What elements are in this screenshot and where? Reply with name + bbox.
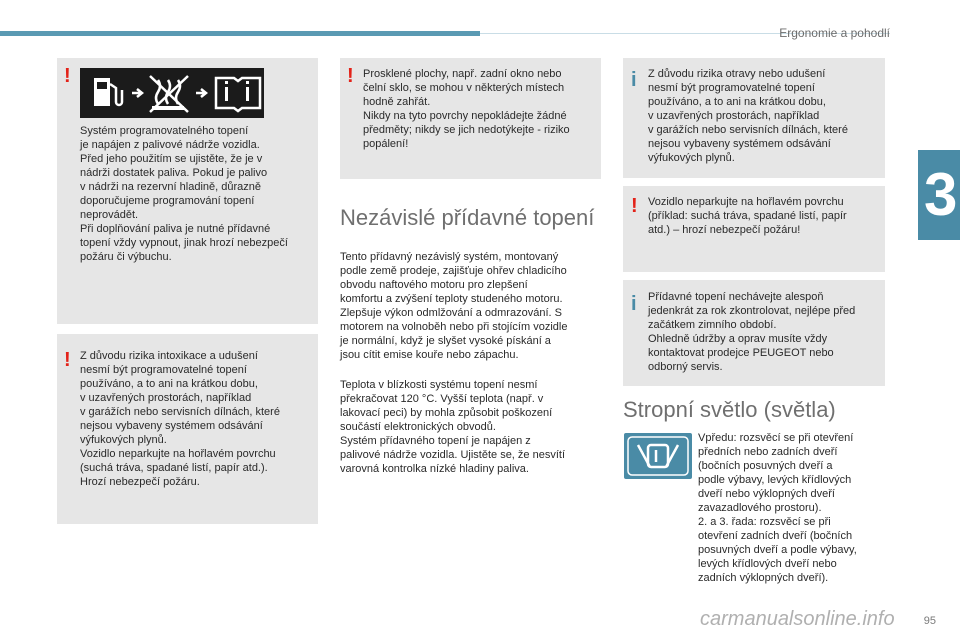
warning-mark: ! — [631, 195, 638, 217]
independent-heater-heading: Nezávislé přídavné topení — [340, 205, 595, 230]
fuel-pump-icon — [94, 78, 122, 106]
info-mark: i — [631, 69, 637, 91]
watermark: carmanualsonline.info — [700, 608, 895, 630]
independent-heater-paragraph-1: Tento přídavný nezávislý systém, montovaný podle země prodeje, zajišťuje ohřev chladicího obvodu naftového motoru pro zlepšení komfortu a zvýšení teploty studeného motoru. Zlepšuje výkon odmlžování a odmrazování. S motorem na volnoběh nebo při stojícím vozidle je normální, když je slyšet vysoké pískání a jsou cítit emise kouře nebo zápachu. — [340, 251, 568, 361]
maintenance-info-text: Přídavné topení nechávejte alespoň jedenkrát za rok zkontrolovat, nejlépe před začátkem zimního období. Ohledně údržby a oprav musíte vždy kontaktovat prodejce PEUGEOT nebo odborný servis. — [648, 291, 856, 373]
fuel-heater-warning-text: Systém programovatelného topení je napájen z palivové nádrže vozidla. Před jeho použitím se ujistěte, že je v nádrži dostatek paliva. Pokud je palivo v nádrži na rezervní hladině, důrazně doporučujeme programování topení neprovádět. Při doplňování paliva je nutné přídavné topení vždy vypnout, jinak hrozí nebezpečí požáru či výbuchu. — [80, 125, 288, 263]
page-number: 95 — [923, 615, 936, 627]
section-title: Ergonomie a pohodlí — [779, 26, 890, 40]
manual-info-icon — [216, 78, 260, 111]
hot-glass-warning-text: Prosklené plochy, např. zadní okno nebo čelní sklo, se mohou v některých místech hodně zahřát. Nikdy na tyto povrchy nepokládejte žádné předměty; nikdy se jich nedotýkejte - riziko popálení! — [363, 68, 570, 150]
interior-lamp-door-icon — [624, 433, 692, 479]
arrow-right-icon — [196, 89, 206, 97]
warning-mark: ! — [64, 65, 71, 87]
intoxication-warning-text: Z důvodu rizika intoxikace a udušení nesmí být programovatelné topení používáno, a to ani na krátkou dobu, v uzavřených prostorách, například v garážích nebo servisních dílnách, které nejsou vybaveny systémem odsávání výfukových plynů. Vozidlo neparkujte na hořlavém povrchu (suchá tráva, spadané listí, papír atd.). Hrozí nebezpečí požáru. — [80, 350, 280, 488]
info-mark: i — [631, 293, 637, 315]
flammable-surface-warning-text: Vozidlo neparkujte na hořlavém povrchu (příklad: suchá tráva, spadané listí, papír atd.) – hrozí nebezpečí požáru! — [648, 196, 847, 236]
heater-crossed-icon — [150, 76, 188, 112]
courtesy-light-text: Vpředu: rozsvěcí se při otevření předních nebo zadních dveří (bočních posuvných dveří a podle výbavy, levých křídlových dveří nebo výklopných dveří zavazadlového prostoru). 2. a 3. řada: rozsvěcí se při otevření zadních dveří (bočních posuvných dveří a podle výbavy, levých křídlových dveří nebo zadních výklopných dveří). — [698, 432, 857, 584]
chapter-number: 3 — [924, 161, 958, 228]
chapter-tab — [918, 150, 960, 240]
interior-lamp-door-graphic — [624, 433, 692, 479]
courtesy-light-heading: Stropní světlo (světla) — [623, 397, 836, 422]
pictogram-strip — [80, 68, 264, 118]
arrow-right-icon — [132, 89, 142, 97]
warning-mark: ! — [64, 349, 71, 371]
warning-mark: ! — [347, 65, 354, 87]
header-accent-bar — [0, 31, 480, 36]
independent-heater-paragraph-2: Teplota v blízkosti systému topení nesmí překračovat 120 °C. Vyšší teplota (např. v lakovací peci) by mohla způsobit poškození součástí elektronických obvodů. Systém přídavného topení je napájen z palivové nádrže vozidla. Ujistěte se, že nesvítí varovná kontrolka nízké hladiny paliva. — [340, 379, 566, 475]
pictogram-strip-graphic — [80, 68, 264, 118]
poisoning-warning-text: Z důvodu rizika otravy nebo udušení nesmí být programovatelné topení používáno, a to ani na krátkou dobu, v uzavřených prostorách, například v garážích nebo servisních dílnách, které nejsou vybaveny systémem odsávání výfukových plynů. — [648, 68, 848, 164]
